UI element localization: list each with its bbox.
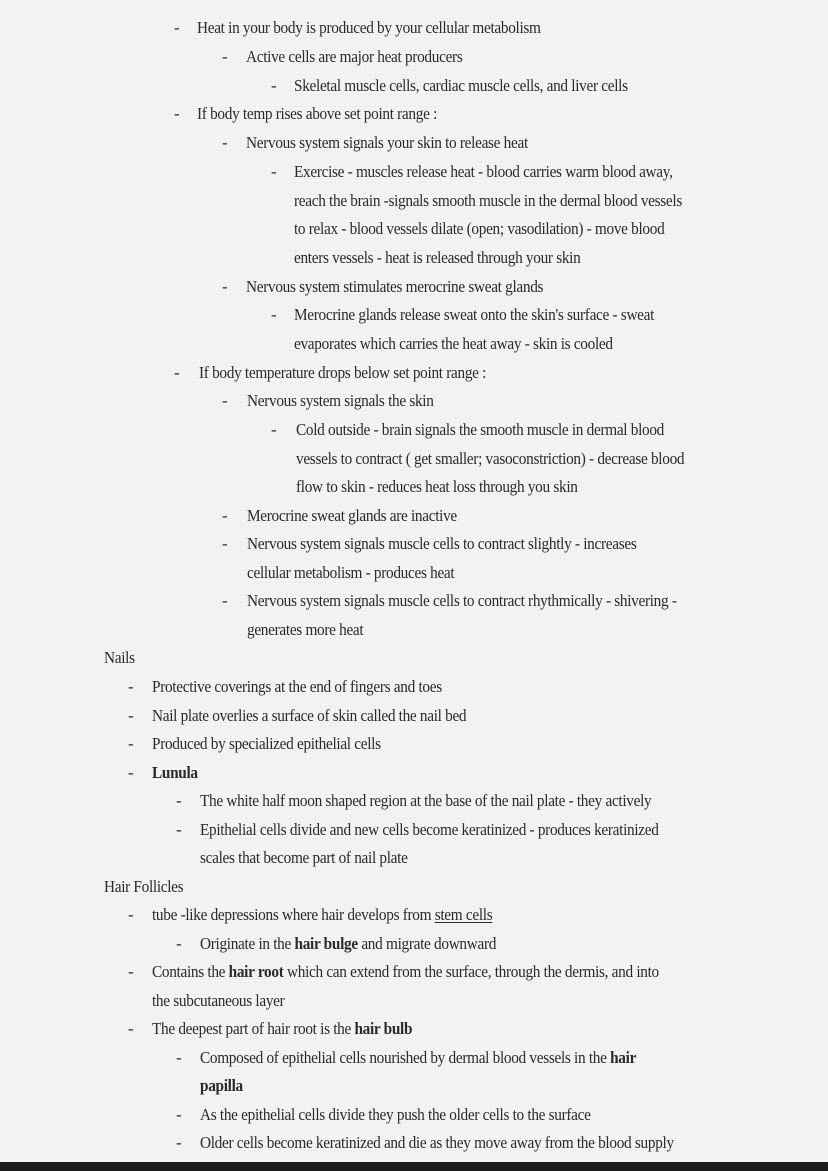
tube-line: tube -like depressions where hair develops from stem cells <box>152 905 493 924</box>
rise-heading-line: If body temp rises above set point range : <box>197 104 438 123</box>
bullet-dash: - <box>174 104 180 123</box>
cold-line: Cold outside - brain signals the smooth muscle in dermal blood <box>296 420 665 439</box>
bullet-dash: - <box>222 534 228 553</box>
contract-rhythm-line: generates more heat <box>247 620 364 639</box>
heat-source-line: Heat in your body is produced by your cellular metabolism <box>197 18 541 37</box>
bullet-dash: - <box>271 305 277 324</box>
lunula-line: Epithelial cells divide and new cells become keratinized - produces keratinized <box>200 820 659 839</box>
nails-item: Produced by specialized epithelial cells <box>152 734 381 753</box>
bullet-dash: - <box>128 734 134 753</box>
exercise-line: Exercise - muscles release heat - blood carries warm blood away, <box>294 162 673 181</box>
bullet-dash: - <box>222 391 228 410</box>
sweat-stimulate-line: Nervous system stimulates merocrine sweat glands <box>246 277 544 296</box>
older-line: Older cells become keratinized and die as they move away from the blood supply <box>200 1133 674 1152</box>
bullet-dash: - <box>128 905 134 924</box>
bullet-dash: - <box>271 76 277 95</box>
active-cells-line: Active cells are major heat producers <box>246 47 463 66</box>
bullet-dash: - <box>128 763 134 782</box>
drop-signal-line: Nervous system signals the skin <box>247 391 434 410</box>
contract-slight-line: Nervous system signals muscle cells to contract slightly - increases <box>247 534 637 553</box>
bullet-dash: - <box>222 47 228 66</box>
root-line: the subcutaneous layer <box>152 991 285 1010</box>
bullet-dash: - <box>128 706 134 725</box>
root-line: Contains the hair root which can extend from the surface, through the dermis, and into <box>152 962 659 981</box>
bullet-dash: - <box>176 1105 182 1124</box>
drop-heading-line: If body temperature drops below set point range : <box>199 363 487 382</box>
nails-item: Nail plate overlies a surface of skin called the nail bed <box>152 706 467 725</box>
sweat-inactive-line: Merocrine sweat glands are inactive <box>247 506 457 525</box>
composed-line: Composed of epithelial cells nourished by dermal blood vessels in the hair <box>200 1048 637 1067</box>
sweat-release-line: evaporates which carries the heat away - skin is cooled <box>294 334 613 353</box>
bullet-dash: - <box>271 162 277 181</box>
rise-signal-line: Nervous system signals your skin to release heat <box>246 133 528 152</box>
bullet-dash: - <box>176 1133 182 1152</box>
bullet-dash: - <box>128 962 134 981</box>
bullet-dash: - <box>176 820 182 839</box>
bullet-dash: - <box>176 934 182 953</box>
bullet-dash: - <box>174 363 180 382</box>
sweat-release-line: Merocrine glands release sweat onto the skin's surface - sweat <box>294 305 655 324</box>
exercise-line: to relax - blood vessels dilate (open; vasodilation) - move blood <box>294 219 665 238</box>
papilla-term: papilla <box>200 1076 243 1095</box>
nails-heading: Nails <box>104 648 135 667</box>
cold-line: flow to skin - reduces heat loss through you skin <box>296 477 578 496</box>
push-line: As the epithelial cells divide they push the older cells to the surface <box>200 1105 591 1124</box>
lunula-line: The white half moon shaped region at the base of the nail plate - they actively <box>200 791 652 810</box>
bullet-dash: - <box>128 1019 134 1038</box>
nails-item: Protective coverings at the end of fingers and toes <box>152 677 442 696</box>
cold-line: vessels to contract ( get smaller; vasoconstriction) - decrease blood <box>296 449 685 468</box>
originate-line: Originate in the hair bulge and migrate downward <box>200 934 497 953</box>
bullet-dash: - <box>222 506 228 525</box>
bullet-dash: - <box>174 18 180 37</box>
bullet-dash: - <box>176 1048 182 1067</box>
bullet-dash: - <box>222 591 228 610</box>
exercise-line: enters vessels - heat is released through your skin <box>294 248 581 267</box>
bullet-dash: - <box>222 277 228 296</box>
bullet-dash: - <box>222 133 228 152</box>
hair-heading: Hair Follicles <box>104 877 184 896</box>
contract-rhythm-line: Nervous system signals muscle cells to contract rhythmically - shivering - <box>247 591 677 610</box>
heat-cells-line: Skeletal muscle cells, cardiac muscle cells, and liver cells <box>294 76 628 95</box>
contract-slight-line: cellular metabolism - produces heat <box>247 563 455 582</box>
bullet-dash: - <box>271 420 277 439</box>
scan-bottom-edge <box>0 1162 828 1171</box>
bullet-dash: - <box>176 791 182 810</box>
exercise-line: reach the brain -signals smooth muscle in the dermal blood vessels <box>294 191 682 210</box>
lunula-line: scales that become part of nail plate <box>200 848 408 867</box>
bulb-line: The deepest part of hair root is the hair bulb <box>152 1019 413 1038</box>
lunula-term: Lunula <box>152 763 198 782</box>
bullet-dash: - <box>128 677 134 696</box>
